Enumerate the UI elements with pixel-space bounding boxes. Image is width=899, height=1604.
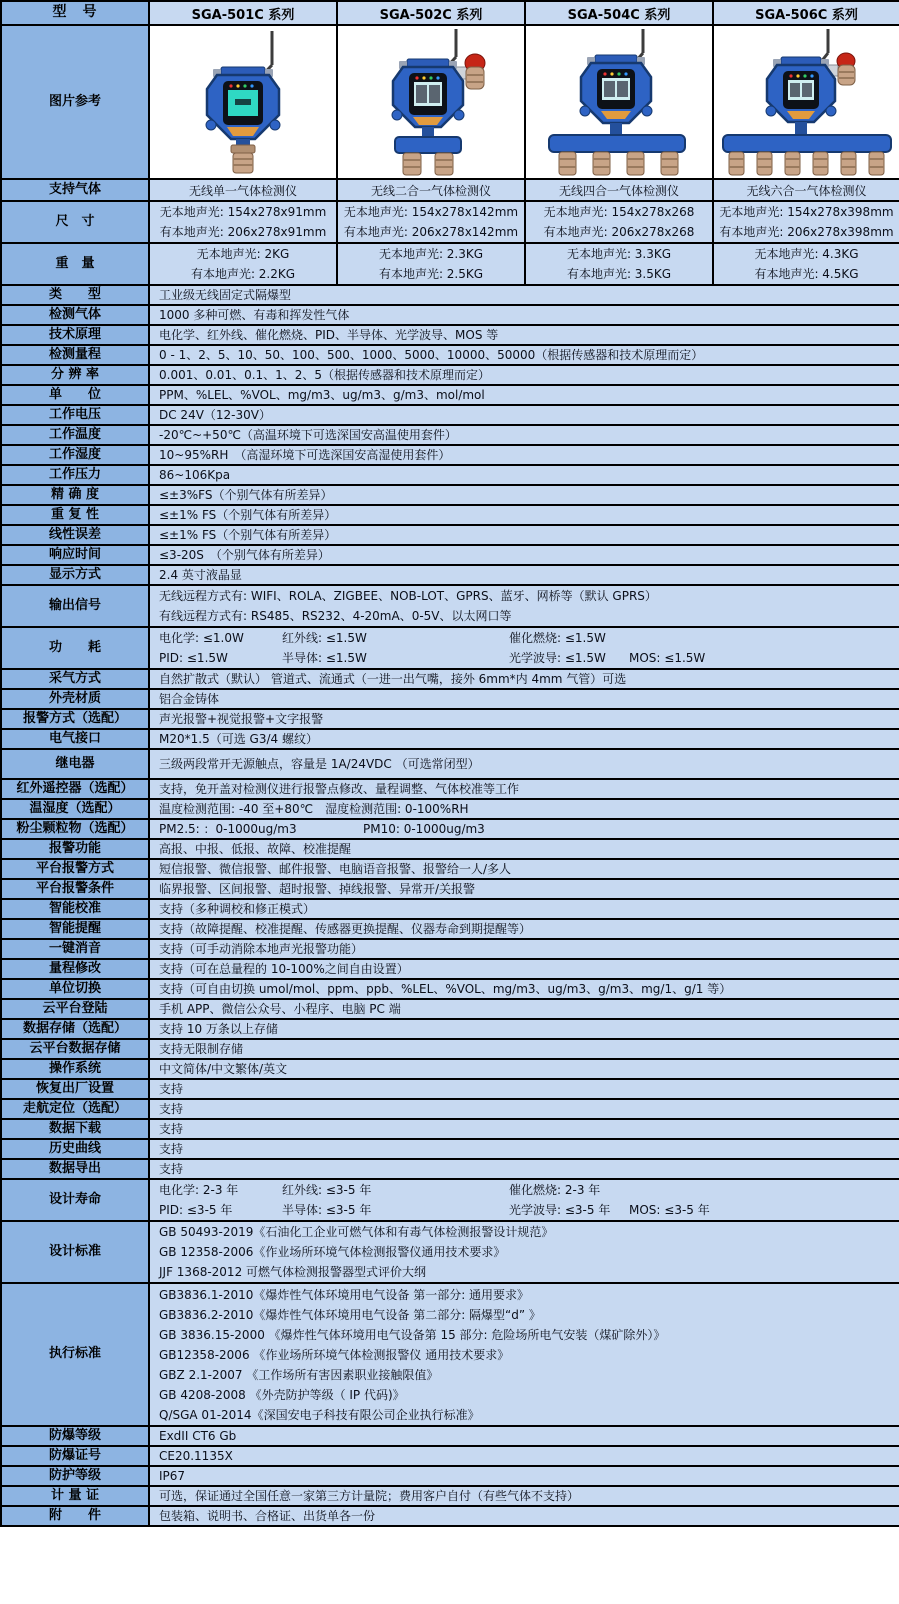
image-row [1,25,899,179]
product-image-sga-502c [339,27,523,177]
row-label: 继电器 [1,749,149,779]
row-label: 检测气体 [1,305,149,325]
row-value: 支持 [149,1119,899,1139]
support-501c: 无线单一气体检测仪 [149,179,337,201]
row-value: CE20.1135X [149,1446,899,1466]
row-label: 单 位 [1,385,149,405]
row-value: 高报、中报、低报、故障、校准提醒 [149,839,899,859]
row-label: 计 量 证 [1,1486,149,1506]
row-value: 自然扩散式（默认） 管道式、流通式（一进一出气嘴，接外 6mm*内 4mm 气管）可选 [149,669,899,689]
row-label: 设计标准 [1,1221,149,1283]
spec-row-gases [1,305,899,325]
row-label: 平台报警条件 [1,879,149,899]
image-cell-502c [337,25,525,179]
weight-row [1,243,899,285]
spec-row-unit [1,385,899,405]
row-label: 技术原理 [1,325,149,345]
row-label: 外壳材质 [1,689,149,709]
row-label: 历史曲线 [1,1139,149,1159]
support-506c: 无线六合一气体检测仪 [713,179,899,201]
row-value: 支持（可自由切换 umol/mol、ppm、ppb、%LEL、%VOL、mg/m3、ug/m3、g/m3、mg/1、g/1 等） [149,979,899,999]
model-name-506c: SGA-506C 系列 [713,1,899,25]
row-value: 86~106Kpa [149,465,899,485]
spec-row-alarm-mode [1,709,899,729]
row-label: 平台报警方式 [1,859,149,879]
sensor-heads [403,153,453,175]
sensor-heads [559,152,678,175]
row-label: 数据存储（选配） [1,1019,149,1039]
row-label: 红外遥控器（选配） [1,779,149,799]
row-label: 类 型 [1,285,149,305]
row-value: DC 24V（12-30V） [149,405,899,425]
row-value: 10~95%RH （高湿环境下可选深国安高湿使用套件） [149,445,899,465]
spec-row-output [1,585,899,627]
sensor-head [231,145,255,173]
spec-row-relay [1,749,899,779]
row-label: 工作电压 [1,405,149,425]
row-label: 尺 寸 [1,201,149,243]
row-label: 温湿度（选配） [1,799,149,819]
spec-row-dust [1,819,899,839]
spec-row-cloud-login [1,999,899,1019]
spec-row-export [1,1159,899,1179]
spec-row-sampling [1,669,899,689]
spec-row-mute [1,939,899,959]
row-label: 响应时间 [1,545,149,565]
spec-row-repeatability [1,505,899,525]
row-value: 支持 [149,1079,899,1099]
row-value: 无线远程方式有: WIFI、ROLA、ZIGBEE、NOB-LOT、GPRS、蓝牙、网桥等（默认 GPRS） 有线远程方式有: RS485、RS232、4-20mA、0-5V、以太网口等 [149,585,899,627]
row-value: GB3836.1-2010《爆炸性气体环境用电气设备 第一部分: 通用要求》 GB3836.2-2010《爆炸性气体环境用电气设备 第二部分: 隔爆型“d” 》 GB 3836.15-2000 《爆炸性气体环境用电气设备第 15 部分: 危险场所电气安装（煤矿除外）》 GB12358-2006 《作业场所环境气体检测报警仪 通用技术要求》 GBZ 2.1-2007 《工作场所有害因素职业接触限值》 GB 4208-2008 《外壳防护等级（ IP 代码)》 Q/SGA 01-2014《深国安电子科技有限公司企业执行标准》 [149,1283,899,1426]
row-label: 云平台登陆 [1,999,149,1019]
spec-row-pressure [1,465,899,485]
row-value: 手机 APP、微信公众号、小程序、电脑 PC 端 [149,999,899,1019]
weight-506c: 无本地声光: 4.3KG 有本地声光: 4.5KG [713,243,899,285]
row-label: 采气方式 [1,669,149,689]
row-label: 支持气体 [1,179,149,201]
spec-row-linearity [1,525,899,545]
row-value: 支持 [149,1159,899,1179]
size-502c: 无本地声光: 154x278x142mm 有本地声光: 206x278x142mm [337,201,525,243]
row-label: 数据导出 [1,1159,149,1179]
row-value: 温度检测范围: -40 至+80℃ 湿度检测范围: 0-100%RH [149,799,899,819]
row-value: 临界报警、区间报警、超时报警、掉线报警、异常开/关报警 [149,879,899,899]
row-label: 云平台数据存储 [1,1039,149,1059]
spec-row-accessories [1,1506,899,1526]
spec-row-smart-remind [1,919,899,939]
spec-row-shell [1,689,899,709]
spec-row-range-mod [1,959,899,979]
row-value: 支持 [149,1099,899,1119]
row-value: 0 - 1、2、5、10、50、100、500、1000、5000、10000、50000（根据传感器和技术原理而定） [149,345,899,365]
row-label: 报警方式（选配） [1,709,149,729]
row-label: 附 件 [1,1506,149,1526]
spec-row-platform-alarm [1,859,899,879]
spec-row-accuracy [1,485,899,505]
spec-row-ip [1,1466,899,1486]
row-value: M20*1.5（可选 G3/4 螺纹） [149,729,899,749]
spec-row-cloud-storage [1,1039,899,1059]
row-value: 支持（可手动消除本地声光报警功能） [149,939,899,959]
row-label: 量程修改 [1,959,149,979]
spec-row-lifespan [1,1179,899,1221]
spec-row-alarm-func [1,839,899,859]
row-value: IP67 [149,1466,899,1486]
product-image-sga-506c [715,27,899,177]
spec-row-ex-grade [1,1426,899,1446]
row-value: ExdII CT6 Gb [149,1426,899,1446]
spec-row-download [1,1119,899,1139]
spec-row-factory-reset [1,1079,899,1099]
row-label: 操作系统 [1,1059,149,1079]
size-501c: 无本地声光: 154x278x91mm 有本地声光: 206x278x91mm [149,201,337,243]
row-value: 可选，保证通过全国任意一家第三方计量院；费用客户自付（有些气体不支持） [149,1486,899,1506]
row-value: GB 50493-2019《石油化工企业可燃气体和有毒气体检测报警设计规范》 GB 12358-2006《作业场所环境气体检测报警仪通用技术要求》 JJF 1368-2012 可燃气体检测报警器型式评价大纲 [149,1221,899,1283]
size-row [1,201,899,243]
spec-row-storage [1,1019,899,1039]
image-row-label: 图片参考 [1,25,149,179]
row-label: 粉尘颗粒物（选配） [1,819,149,839]
spec-row-smart-cal [1,899,899,919]
spec-row-platform-cond [1,879,899,899]
row-value: 三级两段常开无源触点，容量是 1A/24VDC （可选常闭型） [149,749,899,779]
row-value: ≤3-20S （个别气体有所差异） [149,545,899,565]
row-value: 支持（故障提醒、校准提醒、传感器更换提醒、仪器寿命到期提醒等） [149,919,899,939]
model-name-502c: SGA-502C 系列 [337,1,525,25]
row-label: 精 确 度 [1,485,149,505]
spec-row-temperature [1,425,899,445]
spec-row-temp-humidity [1,799,899,819]
image-cell-506c [713,25,899,179]
row-label: 报警功能 [1,839,149,859]
spec-row-voltage [1,405,899,425]
row-label: 工作压力 [1,465,149,485]
row-value: 工业级无线固定式隔爆型 [149,285,899,305]
size-506c: 无本地声光: 154x278x398mm 有本地声光: 206x278x398mm [713,201,899,243]
row-label: 恢复出厂设置 [1,1079,149,1099]
row-label: 走航定位（选配） [1,1099,149,1119]
row-value: 短信报警、微信报警、邮件报警、电脑语音报警、报警给一人/多人 [149,859,899,879]
row-label: 防爆证号 [1,1446,149,1466]
spec-row-electrical [1,729,899,749]
spec-row-metering [1,1486,899,1506]
support-504c: 无线四合一气体检测仪 [525,179,713,201]
spec-row-history [1,1139,899,1159]
row-value: 1000 多种可燃、有毒和挥发性气体 [149,305,899,325]
model-header-label: 型 号 [1,1,149,25]
support-row [1,179,899,201]
row-value: 支持 10 万条以上存储 [149,1019,899,1039]
spec-row-os [1,1059,899,1079]
row-value: 支持，免开盖对检测仪进行报警点修改、量程调整、气体校准等工作 [149,779,899,799]
row-value: PM2.5: ：0-1000ug/m3 PM10: 0-1000ug/m3 [149,819,899,839]
row-value: PPM、%LEL、%VOL、mg/m3、ug/m3、g/m3、mol/mol [149,385,899,405]
row-value: ≤±1% FS（个别气体有所差异） [149,525,899,545]
row-value: 电化学: 2-3 年 红外线: ≤3-5 年 催化燃烧: 2-3 年 PID: ≤3-5 年 半导体: ≤3-5 年 光学波导: ≤3-5 年 MOS: ≤3-5 年 [149,1179,899,1221]
spec-row-exec-std [1,1283,899,1426]
product-image-sga-504c [527,27,711,177]
row-label: 数据下载 [1,1119,149,1139]
spec-row-power [1,627,899,669]
row-value: ≤±3%FS（个别气体有所差异） [149,485,899,505]
row-label: 功 耗 [1,627,149,669]
row-label: 设计寿命 [1,1179,149,1221]
row-value: 声光报警+视觉报警+文字报警 [149,709,899,729]
row-value: 支持 [149,1139,899,1159]
row-label: 检测量程 [1,345,149,365]
product-image-sga-501c [151,27,335,177]
row-value: 包装箱、说明书、合格证、出货单各一份 [149,1506,899,1526]
row-label: 一键消音 [1,939,149,959]
row-label: 重 量 [1,243,149,285]
spec-row-type [1,285,899,305]
model-name-504c: SGA-504C 系列 [525,1,713,25]
row-label: 单位切换 [1,979,149,999]
spec-row-range [1,345,899,365]
row-label: 显示方式 [1,565,149,585]
row-value: 电化学: ≤1.0W 红外线: ≤1.5W 催化燃烧: ≤1.5W PID: ≤1.5W 半导体: ≤1.5W 光学波导: ≤1.5W MOS: ≤1.5W [149,627,899,669]
row-value: 铝合金铸体 [149,689,899,709]
weight-502c: 无本地声光: 2.3KG 有本地声光: 2.5KG [337,243,525,285]
spec-row-remote [1,779,899,799]
spec-row-nav [1,1099,899,1119]
row-label: 线性误差 [1,525,149,545]
row-value: 支持无限制存储 [149,1039,899,1059]
size-504c: 无本地声光: 154x278x268 有本地声光: 206x278x268 [525,201,713,243]
row-label: 重 复 性 [1,505,149,525]
row-label: 执行标准 [1,1283,149,1426]
row-value: -20℃~+50℃（高温环境下可选深国安高温使用套件） [149,425,899,445]
spec-row-response [1,545,899,565]
image-cell-501c [149,25,337,179]
row-label: 分 辨 率 [1,365,149,385]
row-label: 智能校准 [1,899,149,919]
spec-row-principle [1,325,899,345]
row-label: 防护等级 [1,1466,149,1486]
row-label: 电气接口 [1,729,149,749]
support-502c: 无线二合一气体检测仪 [337,179,525,201]
header-row [1,1,899,25]
row-value: 2.4 英寸液晶显 [149,565,899,585]
weight-501c: 无本地声光: 2KG 有本地声光: 2.2KG [149,243,337,285]
row-value: 支持（可在总量程的 10-100%之间自由设置） [149,959,899,979]
model-name-501c: SGA-501C 系列 [149,1,337,25]
row-value: 中文简体/中文繁体/英文 [149,1059,899,1079]
spec-row-design-std [1,1221,899,1283]
row-label: 输出信号 [1,585,149,627]
spec-row-ex-cert [1,1446,899,1466]
row-value: 电化学、红外线、催化燃烧、PID、半导体、光学波导、MOS 等 [149,325,899,345]
sensor-heads [729,152,884,175]
row-value: 支持（多种调校和修正模式） [149,899,899,919]
spec-row-display [1,565,899,585]
row-value: 0.001、0.01、0.1、1、2、5（根据传感器和技术原理而定） [149,365,899,385]
weight-504c: 无本地声光: 3.3KG 有本地声光: 3.5KG [525,243,713,285]
row-label: 防爆等级 [1,1426,149,1446]
spec-row-resolution [1,365,899,385]
row-label: 工作湿度 [1,445,149,465]
image-cell-504c [525,25,713,179]
row-label: 工作温度 [1,425,149,445]
row-value: ≤±1% FS（个别气体有所差异） [149,505,899,525]
spec-row-unit-switch [1,979,899,999]
spec-row-humidity [1,445,899,465]
row-label: 智能提醒 [1,919,149,939]
